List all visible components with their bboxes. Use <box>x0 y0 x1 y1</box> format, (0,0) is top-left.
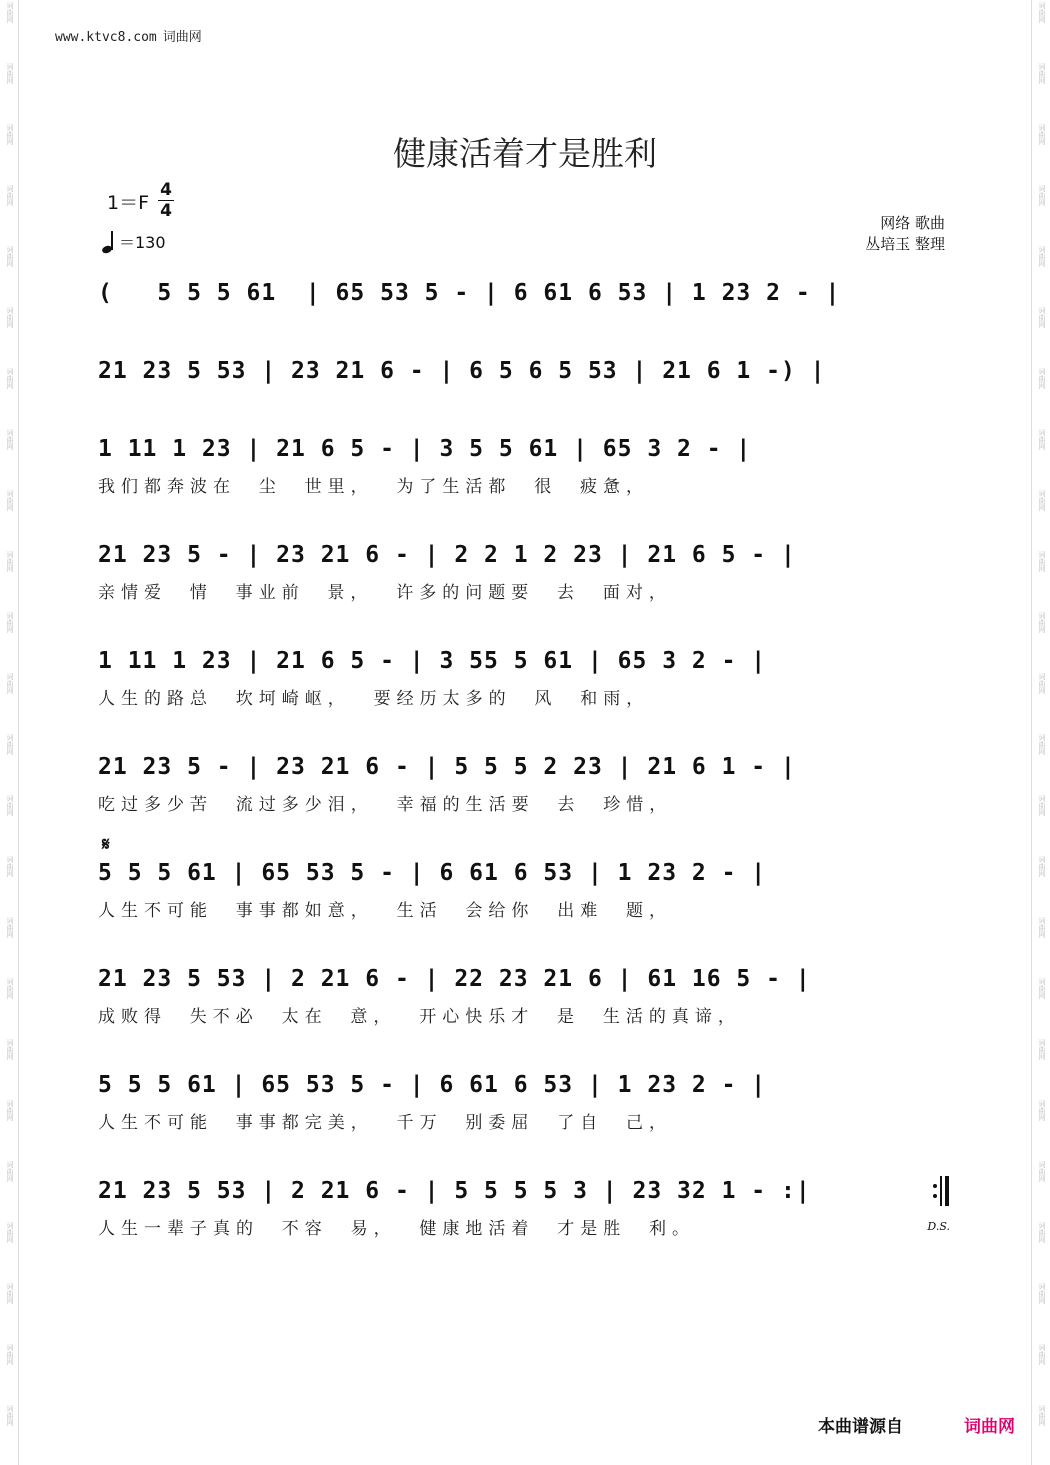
lyric-line: 人生的路总 坎坷崎岖， 要经历太多的 风 和雨， <box>98 689 650 709</box>
dal-segno-mark: D.S. <box>927 1220 950 1233</box>
lyric-line: 人生不可能 事事都如意， 生活 会给你 出难 题， <box>98 901 673 921</box>
side-watermark-text: 词曲网 <box>1038 63 1046 84</box>
side-watermark-text: 词曲网 <box>6 612 14 633</box>
notation-line <box>98 1070 953 1100</box>
side-watermark-text: 词曲网 <box>6 1283 14 1304</box>
lyric-line: 吃过多少苦 流过多少泪， 幸福的生活要 去 珍惜， <box>98 795 673 815</box>
lyric-line: 成败得 失不必 太在 意， 开心快乐才 是 生活的真谛， <box>98 1007 741 1027</box>
notation-line <box>98 434 953 464</box>
side-watermark-text: 词曲网 <box>1038 673 1046 694</box>
side-watermark-text: 词曲网 <box>1038 368 1046 389</box>
side-watermark-text: 词曲网 <box>6 429 14 450</box>
left-watermark-strip <box>0 0 19 1465</box>
side-watermark-text: 词曲网 <box>6 1405 14 1426</box>
notation-text: 5 5 5 61 | 65 53 5 - | 6 61 6 53 | 1 23 2 - | <box>98 1072 767 1098</box>
notation-text: 21 23 5 53 | 2 21 6 - | 5 5 5 5 3 | 23 32 1 - :| <box>98 1178 811 1204</box>
side-watermark-text: 词曲网 <box>1038 1039 1046 1060</box>
side-watermark-text: 词曲网 <box>6 917 14 938</box>
side-watermark-text: 词曲网 <box>6 2 14 23</box>
side-watermark-text: 词曲网 <box>1038 185 1046 206</box>
side-watermark-text: 词曲网 <box>1038 551 1046 572</box>
side-watermark-text: 词曲网 <box>6 1161 14 1182</box>
side-watermark-text: 词曲网 <box>6 124 14 145</box>
footer-brand-link[interactable]: 词曲网 <box>964 1417 1015 1437</box>
lyric-line: 我们都奔波在 尘 世里， 为了生活都 很 疲惫， <box>98 477 650 497</box>
side-watermark-text: 词曲网 <box>6 307 14 328</box>
lyric-line: 人生一辈子真的 不容 易， 健康地活着 才是胜 利。 <box>98 1219 696 1239</box>
side-watermark-text: 词曲网 <box>6 63 14 84</box>
right-watermark-strip <box>1031 0 1050 1465</box>
side-watermark-text: 词曲网 <box>1038 1283 1046 1304</box>
notation-text: 5 5 5 61 | 65 53 5 - | 6 61 6 53 | 1 23 2 - | <box>98 860 767 886</box>
quarter-note-icon <box>102 231 116 253</box>
notation-line <box>98 278 953 308</box>
side-watermark-text: 词曲网 <box>6 185 14 206</box>
side-watermark-text: 词曲网 <box>6 795 14 816</box>
side-watermark-text: 词曲网 <box>6 1222 14 1243</box>
composer-credit: 网络 歌曲 <box>880 214 945 232</box>
side-watermark-text: 词曲网 <box>1038 246 1046 267</box>
footer-source: 本曲谱源自 <box>818 1417 903 1437</box>
notation-line <box>98 1176 953 1206</box>
side-watermark-text: 词曲网 <box>1038 490 1046 511</box>
side-watermark-text: 词曲网 <box>1038 1344 1046 1365</box>
side-watermark-text: 词曲网 <box>1038 795 1046 816</box>
side-watermark-text: 词曲网 <box>1038 429 1046 450</box>
side-watermark-text: 词曲网 <box>1038 978 1046 999</box>
tempo-marking <box>102 230 166 253</box>
notation-line <box>98 356 953 386</box>
side-watermark-text: 词曲网 <box>1038 1222 1046 1243</box>
time-signature <box>158 180 174 221</box>
side-watermark-text: 词曲网 <box>6 246 14 267</box>
notation-line <box>98 858 953 888</box>
key-signature: 1＝F <box>107 192 150 214</box>
song-title: 健康活着才是胜利 <box>393 134 657 173</box>
notation-text: 21 23 5 53 | 2 21 6 - | 22 23 21 6 | 61 16 5 - | <box>98 966 811 992</box>
site-header[interactable] <box>55 26 202 45</box>
side-watermark-text: 词曲网 <box>6 856 14 877</box>
side-watermark-text: 词曲网 <box>1038 1405 1046 1426</box>
time-signature-bottom: 4 <box>160 201 172 221</box>
side-watermark-text: 词曲网 <box>6 1039 14 1060</box>
arranger-credit: 丛培玉 整理 <box>865 235 945 253</box>
notation-text: 1 11 1 23 | 21 6 5 - | 3 55 5 61 | 65 3 2 - | <box>98 648 767 674</box>
notation-line <box>98 752 953 782</box>
notation-text: 21 23 5 - | 23 21 6 - | 2 2 1 2 23 | 21 6 5 - | <box>98 542 796 568</box>
notation-line <box>98 540 953 570</box>
notation-line <box>98 646 953 676</box>
tempo-value: ＝130 <box>119 233 166 252</box>
site-url[interactable]: www.ktvc8.com <box>55 30 157 45</box>
side-watermark-text: 词曲网 <box>6 978 14 999</box>
side-watermark-text: 词曲网 <box>6 673 14 694</box>
side-watermark-text: 词曲网 <box>1038 734 1046 755</box>
side-watermark-text: 词曲网 <box>6 1344 14 1365</box>
lyric-line: 亲情爱 情 事业前 景， 许多的问题要 去 面对， <box>98 583 672 603</box>
side-watermark-text: 词曲网 <box>1038 856 1046 877</box>
notation-text: 1 11 1 23 | 21 6 5 - | 3 5 5 61 | 65 3 2 - | <box>98 436 752 462</box>
side-watermark-text: 词曲网 <box>6 734 14 755</box>
side-watermark-text: 词曲网 <box>1038 1161 1046 1182</box>
side-watermark-text: 词曲网 <box>6 1100 14 1121</box>
side-watermark-text: 词曲网 <box>1038 612 1046 633</box>
side-watermark-text: 词曲网 <box>1038 2 1046 23</box>
side-watermark-text: 词曲网 <box>6 368 14 389</box>
side-watermark-text: 词曲网 <box>1038 307 1046 328</box>
notation-text: ( 5 5 5 61 | 65 53 5 - | 6 61 6 53 | 1 23 2 - | <box>98 280 841 306</box>
side-watermark-text: 词曲网 <box>6 551 14 572</box>
time-signature-top: 4 <box>160 180 172 200</box>
notation-text: 21 23 5 - | 23 21 6 - | 5 5 5 2 23 | 21 6 1 - | <box>98 754 796 780</box>
side-watermark-text: 词曲网 <box>1038 124 1046 145</box>
side-watermark-text: 词曲网 <box>1038 1100 1046 1121</box>
side-watermark-text: 词曲网 <box>6 490 14 511</box>
side-watermark-text: 词曲网 <box>1038 917 1046 938</box>
lyric-line: 人生不可能 事事都完美， 千万 别委屈 了自 己， <box>98 1113 673 1133</box>
segno-sign: 𝄋 <box>102 834 110 855</box>
notation-text: 21 23 5 53 | 23 21 6 - | 6 5 6 5 53 | 21 6 1 -) | <box>98 358 826 384</box>
site-name: 词曲网 <box>162 30 202 45</box>
notation-line <box>98 964 953 994</box>
